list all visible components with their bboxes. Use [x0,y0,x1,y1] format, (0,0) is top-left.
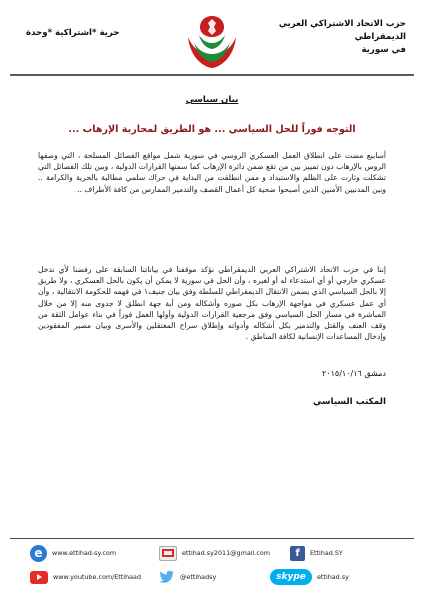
footer-website[interactable] [30,544,116,562]
party-name-line1: حزب الاتحاد الاشتراكي العربي الديمقراطي [278,19,406,42]
footer-divider [10,538,414,539]
signature: المكتب السياسي [312,397,386,407]
facebook-link[interactable]: Ettihad.SY [310,549,343,557]
footer-skype[interactable] [270,568,349,586]
statement-headline: التوجه فوراً للحل السياسي ... هو الطريق لمحاربة الإرهاب ... [68,124,356,135]
youtube-icon [30,571,48,584]
letterhead [0,0,424,75]
footer-twitter[interactable] [159,568,216,586]
party-name-line2: في سورية [361,45,406,55]
gmail-icon [159,546,177,561]
statement-date: دمشق ٢٠١٥/١٠/١٦ [322,369,386,378]
statement-paragraph-1: أسابيع مضت على انطلاق العمل العسكري الروسي في سورية شمل مواقع الفصائل المسلحة ، التي وصفها الروس بالإرهاب دون تمييز بين من تقع ضمن دائرة الإرهاب كما سمتها القرارات الدولية ، وبين تلك الفصائل التي تشكلت وثارت على الظلم والاستبداد و ممن انطلقت من البداية في حراك سلمي مطالبة بالحرية والكرامة .. وبين المدنيين الأمنين الذين أصبحوا ضحية كل أعمال القصف والتدمير الممارس من كافة الأطراف .. [38,151,386,194]
internet-explorer-icon: e [30,545,47,562]
document-type: بيان سياسي [185,95,239,105]
footer-email[interactable] [159,544,270,562]
email-link[interactable]: ettihad.sy2011@gmail.com [182,549,270,557]
party-slogan: حرية *اشتراكية *وحدة [26,28,120,38]
party-logo-icon [181,13,243,71]
statement-paragraph-2: إننا في حزب الاتحاد الاشتراكي العربي الديمقراطي نؤكد موقفنا في بياناتنا السابقة على رفضنا لأي تدخل عسكري خارجي أو أي استدعاء له أو لغيره ، وأن الحل في سورية لا يمكن أن يكون بالحل العسكري ، ولا طريق إلا بالحل السياسي الذي يضمن الانتقال الديمقراطي للسلطة وفق بيان جنيف١ في فهمه للحكومة الانتقالية ، وأن أي عمل عسكري في مواجهة الإرهاب بكل صوره وأشكاله ومن أية جهة انطلق لا جدوى منه إلا من خلال المباشرة في مسار الحل السياسي وفق مرجعية القرارات الدولية وأولها العمل فوراً في بناء عوامل الثقة من وقف العنف والقتل والتدمير بكل أشكاله وأدواته وإطلاق سراح المعتقلين والأسرى وبيان مصير المفقودين وإدخال المساعدات الإنسانية لكافة المناطق . [38,265,386,342]
twitter-handle[interactable]: @ettihadsy [180,573,217,581]
facebook-icon: f [290,546,305,561]
party-name [256,18,406,57]
youtube-link[interactable]: www.youtube.com/Ettihaad [53,573,142,581]
skype-icon: skype [270,569,312,585]
footer-facebook[interactable] [290,544,343,562]
twitter-bird-icon [159,570,175,584]
skype-handle[interactable]: ettihad.sy [317,573,349,581]
footer-youtube[interactable] [30,568,141,586]
website-link[interactable]: www.ettihad-sy.com [52,549,117,557]
header-divider [10,74,414,76]
